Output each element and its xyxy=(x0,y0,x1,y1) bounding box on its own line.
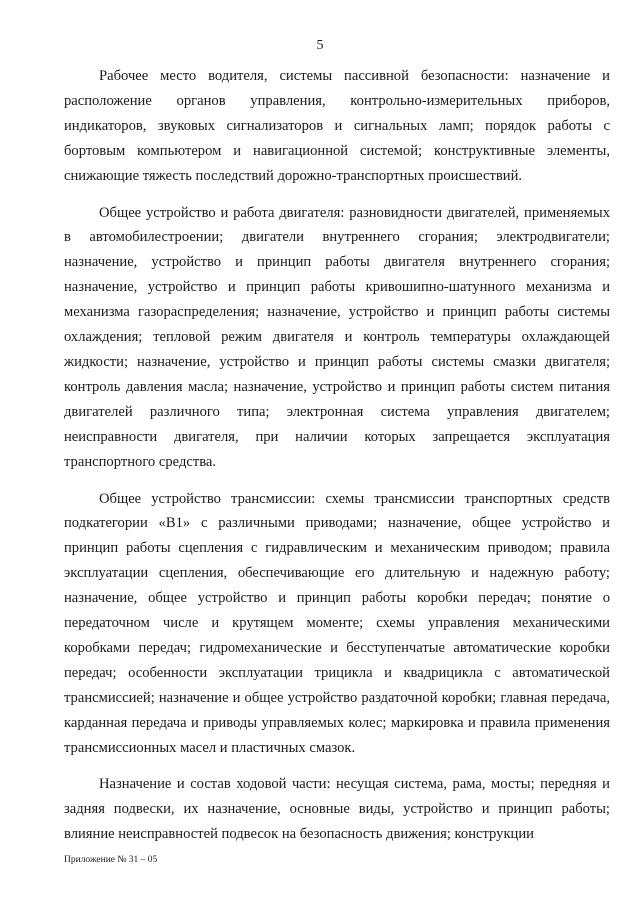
paragraph-engine: Общее устройство и работа двигателя: разновидности двигателей, применяемых в автомобилестроении; двигатели внутреннего сгорания; электродвигатели; назначение, устройство и принцип работы двигателя внутреннего сгорания; назначение, устройство и принцип работы кривошипно-шатунного механизма и механизма газораспределения; назначение, устройство и принцип работы системы охлаждения; тепловой режим двигателя и контроль температуры охлаждающей жидкости; назначение, устройство и принцип работы системы смазки двигателя; контроль давления масла; назначение, устройство и принцип работы систем питания двигателей различного типа; электронная система управления двигателем; неисправности двигателя, при наличии которых запрещается эксплуатация транспортного средства. xyxy=(64,204,610,470)
body-text xyxy=(64,64,610,859)
page-number: 5 xyxy=(316,38,324,53)
paragraph-transmission: Общее устройство трансмиссии: схемы трансмиссии транспортных средств подкатегории «B1» с различными приводами; назначение, общее устройство и принцип работы сцепления с гидравлическим и механическим приводом; правила эксплуатации сцепления, обеспечивающие его длительную и надежную работу; назначение, общее устройство и принцип работы коробки передач; понятие о передаточном числе и крутящем моменте; схемы управления механическими коробками передач; гидромеханические и бесступенчатые автоматические коробки передач; особенности эксплуатации трицикла и квадрицикла с автоматической трансмиссией; назначение и общее устройство раздаточной коробки; главная передача, карданная передача и приводы управляемых колес; маркировка и правила применения трансмиссионных масел и пластичных смазок. xyxy=(64,490,610,756)
paragraph-driver-workplace: Рабочее место водителя, системы пассивной безопасности: назначение и расположение органов управления, контрольно-измерительных приборов, индикаторов, звуковых сигнализаторов и сигнальных ламп; порядок работы с бортовым компьютером и навигационной системой; конструктивные элементы, снижающие тяжесть последствий дорожно-транспортных происшествий. xyxy=(64,68,610,184)
footer-appendix-label: Приложение № 31 – 05 xyxy=(64,855,158,865)
paragraph-chassis: Назначение и состав ходовой части: несущая система, рама, мосты; передняя и задняя подвески, их назначение, основные виды, устройство и принцип работы; влияние неисправностей подвесок на безопасность движения; конструкции xyxy=(64,776,610,843)
